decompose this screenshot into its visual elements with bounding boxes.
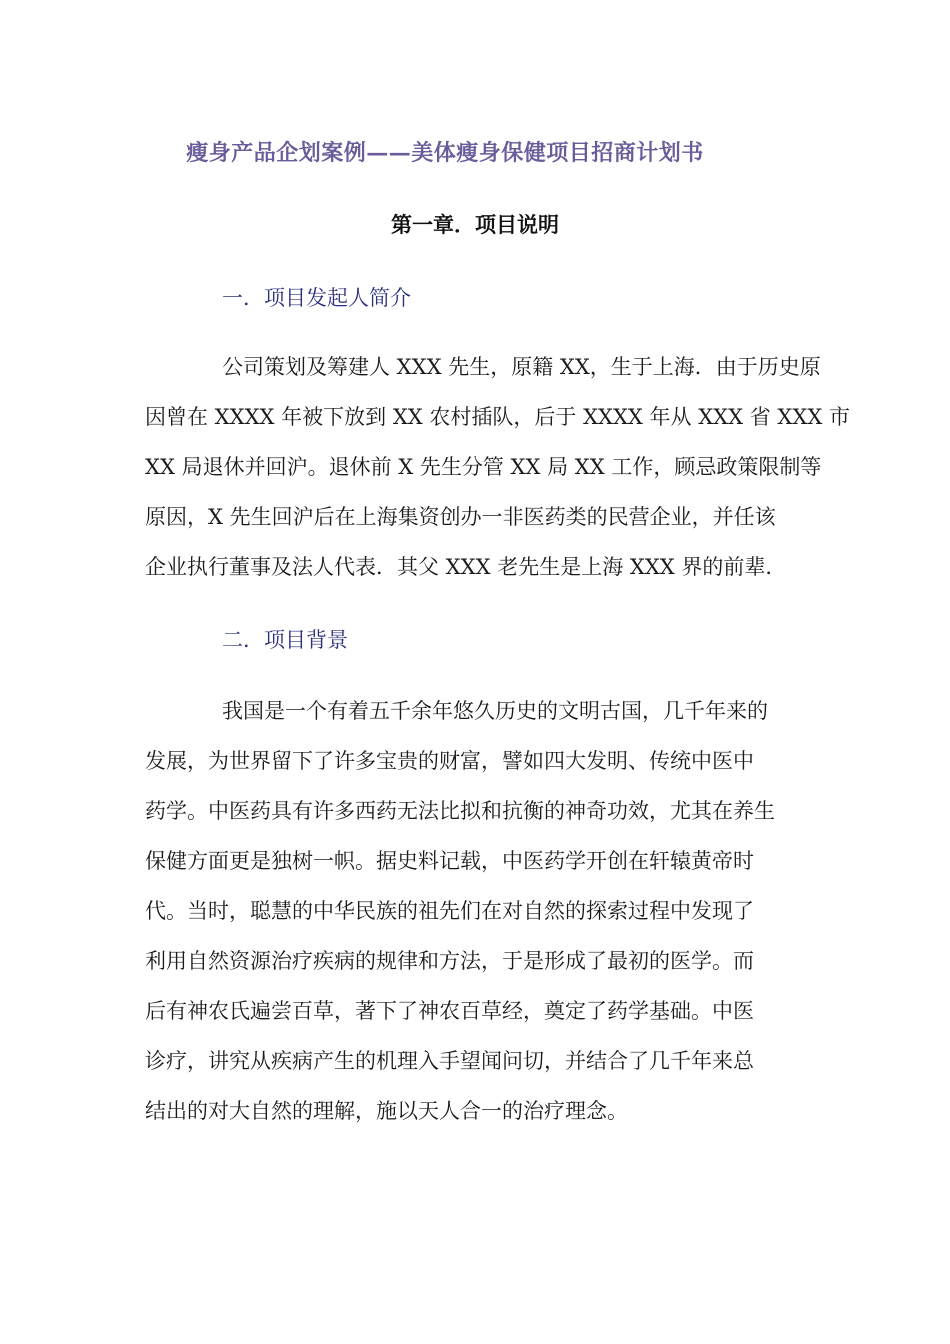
paragraph-line: 因曾在 XXXX 年被下放到 XX 农村插队，后于 XXXX 年从 XXX 省 XXX 市 (145, 405, 850, 429)
document-title: 瘦身产品企划案例——美体瘦身保健项目招商计划书 (186, 140, 704, 166)
paragraph-line: 企业执行董事及法人代表．其父 XXX 老先生是上海 XXX 界的前辈． (145, 555, 787, 579)
paragraph-line: 我国是一个有着五千余年悠久历史的文明古国，几千年来的 (222, 699, 768, 723)
paragraph-line: 药学。中医药具有许多西药无法比拟和抗衡的神奇功效，尤其在养生 (145, 799, 775, 823)
paragraph-founder-intro (145, 342, 850, 592)
paragraph-line: 原因，X 先生回沪后在上海集资创办一非医药类的民营企业，并任该 (145, 505, 776, 529)
paragraph-line: 代。当时，聪慧的中华民族的祖先们在对自然的探索过程中发现了 (145, 899, 754, 923)
paragraph-line: 后有神农氏遍尝百草，著下了神农百草经，奠定了药学基础。中医 (145, 999, 754, 1023)
paragraph-line: 保健方面更是独树一帜。据史料记载，中医药学开创在轩辕黄帝时 (145, 849, 754, 873)
paragraph-line: XX 局退休并回沪。退休前 X 先生分管 XX 局 XX 工作，顾忌政策限制等 (145, 455, 822, 479)
paragraph-line: 公司策划及筹建人 XXX 先生，原籍 XX，生于上海．由于历史原 (222, 355, 821, 379)
paragraph-line: 结出的对大自然的理解，施以天人合一的治疗理念。 (145, 1099, 628, 1123)
paragraph-project-background (145, 686, 805, 1136)
paragraph-line: 利用自然资源治疗疾病的规律和方法，于是形成了最初的医学。而 (145, 949, 754, 973)
paragraph-line: 发展，为世界留下了许多宝贵的财富，譬如四大发明、传统中医中 (145, 749, 754, 773)
section-heading-founder: 一．项目发起人简介 (222, 286, 411, 310)
section-heading-background: 二．项目背景 (222, 628, 348, 652)
chapter-title: 第一章．项目说明 (391, 212, 559, 237)
paragraph-line: 诊疗，讲究从疾病产生的机理入手望闻问切，并结合了几千年来总 (145, 1049, 754, 1073)
